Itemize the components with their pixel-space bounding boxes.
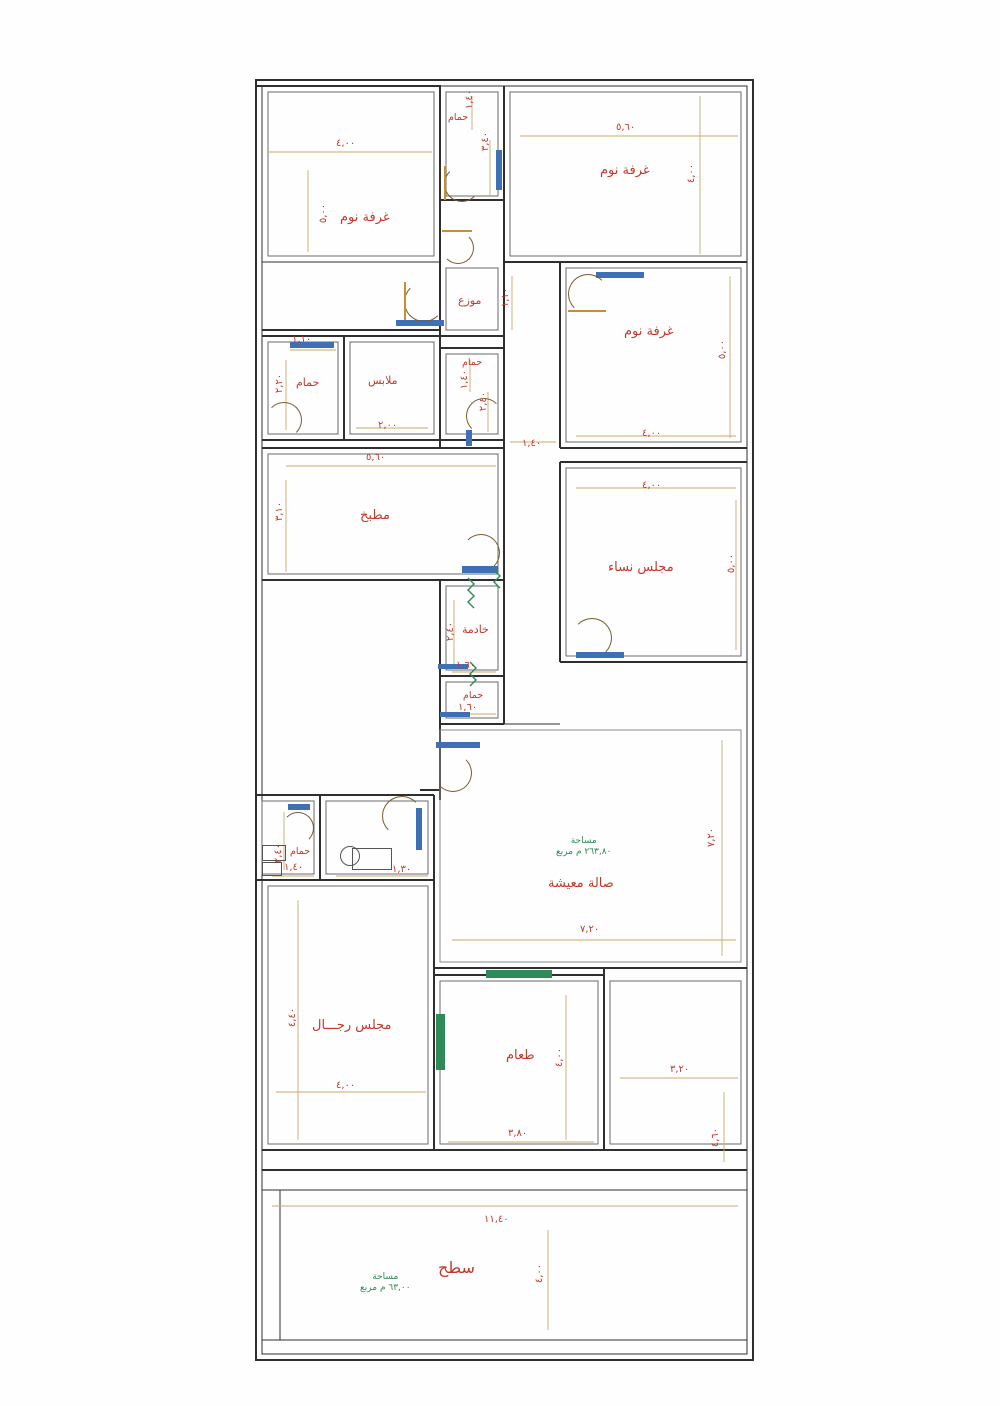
dimension-text: ١,١٠ [292,334,312,345]
room-label-bath-men: حمام [290,846,311,857]
room-label-bedroom-right: غرفة نوم [624,324,674,339]
dimension-text: ٤,٠٠ [642,428,662,439]
dimension-text: ١,٦٠ [458,702,478,713]
dimension-text: ١,١٠ [500,287,512,308]
dimension-text: ١,٤٠ [459,369,471,390]
dimension-text: ١,٤٠ [284,862,304,873]
dimension-text: ٥,٦٠ [616,122,636,133]
fixture-basin [340,846,360,866]
dimension-text: ١,٤٠ [464,89,476,110]
room-label-roof-terrace: سطح [438,1258,475,1277]
area-unit: م مربع [556,847,582,858]
room-label-bath-top: حمام [448,112,469,123]
dimension-text: ٢,٤٠ [478,391,490,412]
area-caption: مساحة [570,836,597,846]
room-label-living: صالة معيشة [548,876,614,891]
dimension-text: ٢,٤٠ [273,843,285,864]
dimension-text: ١,٣٠ [392,864,412,875]
dimension-text: ٥,٦٠ [366,452,386,463]
dimension-text: ٥,٠٠ [726,553,738,574]
room-label-women-majlis: مجلس نساء [608,560,674,575]
dimension-text: ٣,١٠ [274,501,286,522]
area-value: ٦٣,٠٠ [388,1283,411,1294]
dimension-text: ٤,٠٠ [642,480,662,491]
room-label-dining: طعام [506,1048,535,1063]
fixture-toilet [262,862,282,876]
dimension-text: ٧,٢٠ [706,827,718,848]
dimension-text: ٥,٠٠ [318,203,330,224]
room-label-dressing: ملابس [368,374,398,387]
dimension-text: ٤,٠٠ [534,1263,546,1284]
room-label-bath-left: حمام [296,376,320,389]
dimension-text: ١,٦٠ [456,660,476,671]
dimension-text: ٧,٢٠ [580,924,600,935]
dimension-text: ٢,٤٠ [445,621,457,642]
room-label-corridor: موزع [458,294,482,307]
area-unit: م مربع [360,1283,386,1294]
dimension-text: ٥,٠٠ [717,339,729,360]
dimension-text: ١,٤٠ [522,438,542,449]
room-label-bath-mid: حمام [462,357,483,368]
room-label-bath-maid: حمام [463,690,484,701]
room-label-men-majlis: مجلس رجـــال [312,1018,392,1033]
dimension-text: ٤,٠٠ [554,1047,566,1068]
area-caption: مساحة [372,1272,399,1282]
dimension-text: ٤,٠٠ [336,1080,356,1091]
dimension-text: ١١,٤٠ [484,1214,509,1225]
dimension-text: ٢,٢٠ [274,373,286,394]
area-label-terrace [360,1272,411,1295]
area-value: ٢٦٣,٨٠ [584,847,612,858]
dimension-text: ٤,٦٠ [710,1127,722,1148]
dimension-text: ٣,٢٠ [670,1064,690,1075]
room-label-maid: خادمة [462,623,489,636]
dimension-text: ٢,٠٠ [378,420,398,431]
room-label-bedroom-top-left: غرفة نوم [340,210,390,225]
dimension-text: ٣,٨٠ [508,1128,528,1139]
dimension-text: ٤,٠٠ [686,163,698,184]
area-label-living [556,836,611,859]
dimension-text: ٤,٤٠ [287,1007,299,1028]
dimension-text: ٤,٠٠ [336,138,356,149]
dimension-text: ٣,٤٠ [480,131,492,152]
room-label-kitchen: مطبخ [360,508,390,523]
room-label-bedroom-top-right: غرفة نوم [600,163,650,178]
